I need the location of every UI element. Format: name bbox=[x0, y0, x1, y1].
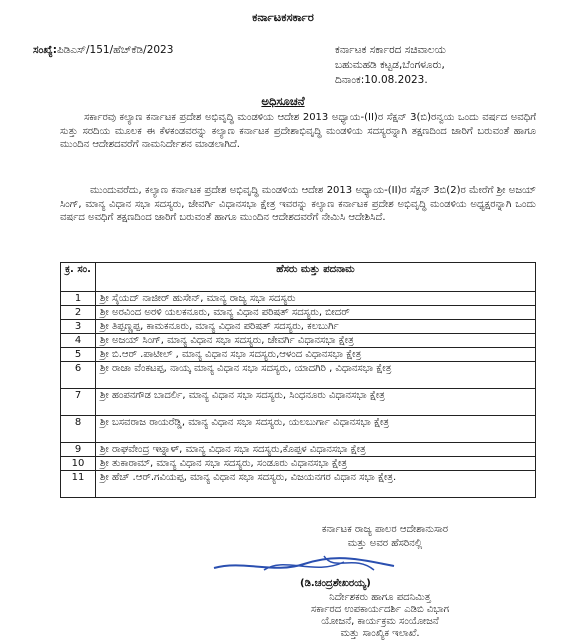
address-line: ಕರ್ನಾಟಕ ಸರ್ಕಾರದ ಸಚಿವಾಲಯ bbox=[335, 44, 446, 56]
reference-value: ಪಿಡಿಎಸ್/151/ಹೆಚ್‌ಕೆಡಿ/2023 bbox=[56, 44, 174, 56]
table-row bbox=[61, 334, 536, 348]
member-name: ಶ್ರೀ ಬಿ.ಆರ್ .ಪಾಟೀಲ್ , ಮಾನ್ಯ ವಿಧಾನ ಸಭಾ ಸದಸ್ಯರು,ಆಳಂದ ವಿಧಾನಸಭಾ ಕ್ಷೇತ್ರ bbox=[96, 348, 536, 362]
designation-line: ನಿರ್ದೇಶಕರು ಹಾಗೂ ಪದನಿಮಿತ್ತ bbox=[329, 592, 431, 603]
signatory-name: (ಡಿ.ಚಂದ್ರಶೇಖರಯ್ಯ) bbox=[300, 578, 371, 589]
table-row bbox=[61, 416, 536, 443]
table-row bbox=[61, 292, 536, 306]
serial-number: 7 bbox=[61, 389, 96, 416]
serial-number: 8 bbox=[61, 416, 96, 443]
serial-number: 5 bbox=[61, 348, 96, 362]
member-name: ಶ್ರೀ ತಿಪ್ಪಣ್ಣಪ್ಪ, ಕಾಮಕನೂರು, ಮಾನ್ಯ ವಿಧಾನ ಪರಿಷತ್ ಸದಸ್ಯರು, ಕಲಬುರ್ಗಿ bbox=[96, 320, 536, 334]
serial-number: 2 bbox=[61, 306, 96, 320]
reference-label: ಸಂಖ್ಯೆ: bbox=[33, 44, 57, 56]
order-line: ಮತ್ತು ಅವರ ಹೆಸರಿನಲ್ಲಿ bbox=[347, 538, 423, 549]
member-name: ಶ್ರೀ ರಾಘವೇಂದ್ರ ಇಟ್ನಾಳ್, ಮಾನ್ಯ ವಿಧಾನ ಸಭಾ ಸದಸ್ಯರು,ಕೊಪ್ಪಳ ವಿಧಾನಸಭಾ ಕ್ಷೇತ್ರ bbox=[96, 443, 536, 457]
designation-line: ಯೋಜನೆ, ಕಾರ್ಯಕ್ರಮ ಸಂಯೋಜನೆ bbox=[321, 616, 439, 627]
member-name: ಶ್ರೀ ಅಜಯ್ ಸಿಂಗ್, ಮಾನ್ಯ ವಿಧಾನ ಸಭಾ ಸದಸ್ಯರು, ಜೇವರ್ಗಿ ವಿಧಾನಸಭಾ ಕ್ಷೇತ್ರ bbox=[96, 334, 536, 348]
serial-number: 11 bbox=[61, 471, 96, 498]
date-line: ದಿನಾಂಕ:10.08.2023. bbox=[335, 74, 428, 86]
serial-number: 10 bbox=[61, 457, 96, 471]
name-designation-header: ಹೆಸರು ಮತ್ತು ಪದನಾಮ bbox=[96, 263, 536, 292]
table-row bbox=[61, 443, 536, 457]
handwritten-signature bbox=[204, 550, 404, 578]
table-row bbox=[61, 320, 536, 334]
serial-number: 6 bbox=[61, 362, 96, 389]
members-table bbox=[60, 262, 536, 498]
member-name: ಶ್ರೀ ಅರವಿಂದ ಅರಳಿ ಯಲಕನೂರು, ಮಾನ್ಯ ವಿಧಾನ ಪರಿಷತ್ ಸದಸ್ಯರು, ಬೀದರ್ bbox=[96, 306, 536, 320]
member-name: ಶ್ರೀ ಹೆಚ್ .ಆರ್.ಗವಿಯಪ್ಪ, ಮಾನ್ಯ ವಿಧಾನ ಸಭಾ ಸದಸ್ಯರು, ವಿಜಯನಗರ ವಿಧಾನ ಸಭಾ ಕ್ಷೇತ್ರ. bbox=[96, 471, 536, 498]
table-row bbox=[61, 306, 536, 320]
member-name: ಶ್ರೀ ಹಂಪನಗೌಡ ಬಾದರ್ಲಿ, ಮಾನ್ಯ ವಿಧಾನ ಸಭಾ ಸದಸ್ಯರು, ಸಿಂಧನೂರು ವಿಧಾನಸಭಾ ಕ್ಷೇತ್ರ bbox=[96, 389, 536, 416]
table-row bbox=[61, 471, 536, 498]
serial-number: 3 bbox=[61, 320, 96, 334]
serial-number: 4 bbox=[61, 334, 96, 348]
table-row bbox=[61, 457, 536, 471]
order-by-governor bbox=[270, 523, 500, 551]
order-line: ಕರ್ನಾಟಕ ರಾಜ್ಯ ಪಾಲರ ಆದೇಶಾನುಸಾರ bbox=[321, 524, 449, 535]
designation-line: ಮತ್ತು ಸಾಂಖ್ಯಿಕ ಇಲಾಖೆ. bbox=[340, 628, 420, 639]
notification-heading: ಅಧಿಸೂಚನೆ bbox=[261, 94, 305, 108]
designation-line: ಸರ್ಕಾರದ ಉಪಕಾರ್ಯದರ್ಶಿ ಎಡಿಬಿ ವಿಭಾಗ bbox=[310, 604, 450, 615]
table-row bbox=[61, 389, 536, 416]
address-line: ಬಹುಮಹಡಿ ಕಟ್ಟಡ,ಬೆಂಗಳೂರು, bbox=[335, 59, 445, 71]
signatory-designation bbox=[250, 592, 510, 640]
serial-number-header: ಕ್ರ. ಸಂ. bbox=[61, 263, 96, 292]
member-name: ಶ್ರೀ ಬಸವರಾಜ ರಾಯರೆಡ್ಡಿ, ಮಾನ್ಯ ವಿಧಾನ ಸಭಾ ಸದಸ್ಯರು, ಯಲಬುರ್ಗಾ ವಿಧಾನಸಭಾ ಕ್ಷೇತ್ರ bbox=[96, 416, 536, 443]
office-address-block bbox=[335, 43, 446, 88]
member-name: ಶ್ರೀ ಸೈಯದ್ ನಾಜೀರ್ ಹುಸೇನ್, ಮಾನ್ಯ ರಾಜ್ಯ ಸಭಾ ಸದಸ್ಯರು bbox=[96, 292, 536, 306]
member-name: ಶ್ರೀ ರಾಜಾ ವೆಂಕಟಪ್ಪ, ನಾಯ್ಕ ಮಾನ್ಯ ವಿಧಾನ ಸಭಾ ಸದಸ್ಯರು, ಯಾದಗಿರಿ , ವಿಧಾನಸಭಾ ಕ್ಷೇತ್ರ bbox=[96, 362, 536, 389]
table-header-row bbox=[61, 263, 536, 292]
reference-number bbox=[33, 44, 173, 57]
paragraph-chairman-appointment: ಮುಂದುವರೆದು, ಕಲ್ಯಾಣ ಕರ್ನಾಟಕ ಪ್ರದೇಶ ಅಭಿವೃದ್ಧಿ ಮಂಡಳಿಯ ಆದೇಶ 2013 ಅಧ್ಯಾಯ-(II)ರ ಸೆಕ್ಷನ್ 3ಬಿ(2)ರ ಮೇರೆಗೆ ಶ್ರೀ ಅಜಯ್ ಸಿಂಗ್, ಮಾನ್ಯ ವಿಧಾನ ಸಭಾ ಸದಸ್ಯರು, ಜೇವರ್ಗಿ ವಿಧಾನಸಭಾ ಕ್ಷೇತ್ರ ಇವರನ್ನು ಕಲ್ಯಾಣ ಕರ್ನಾಟಕ ಪ್ರದೇಶ ಅಭಿವೃದ್ಧಿ ಮಂಡಳಿಯ ಅಧ್ಯಕ್ಷರನ್ನಾಗಿ ಒಂದು ವರ್ಷದ ಅವಧಿಗೆ ತಕ್ಷಣದಿಂದ ಜಾರಿಗೆ ಬರುವಂತೆ ಹಾಗೂ ಮುಂದಿನ ಆದೇಶದವರೆಗೆ ನೇಮಿಸಿ ಆದೇಶಿಸಿದೆ. bbox=[60, 185, 536, 223]
serial-number: 9 bbox=[61, 443, 96, 457]
member-name: ಶ್ರೀ ತುಕಾರಾಮ್, ಮಾನ್ಯ ವಿಧಾನ ಸಭಾ ಸದಸ್ಯರು, ಸಂಡೂರು ವಿಧಾನಸಭಾ ಕ್ಷೇತ್ರ bbox=[96, 457, 536, 471]
paragraph-nomination: ಸರ್ಕಾರವು ಕಲ್ಯಾಣ ಕರ್ನಾಟಕ ಪ್ರದೇಶ ಅಭಿವೃದ್ಧಿ ಮಂಡಳಿಯ ಆದೇಶ 2013 ಅಧ್ಯಾಯ-(II)ರ ಸೆಕ್ಷನ್ 3(ಬಿ)ರನ್ವಯ ಒಂದು ವರ್ಷದ ಅವಧಿಗೆ ಸುತ್ತು ಸರದಿಯ ಮೂಲಕ ಈ ಕೆಳಕಂಡವರನ್ನು ಕಲ್ಯಾಣ ಕರ್ನಾಟಕ ಪ್ರದೇಶಾಭಿವೃದ್ಧಿ ಮಂಡಳಿಯ ಸದಸ್ಯರನ್ನಾಗಿ ತಕ್ಷಣದಿಂದ ಜಾರಿಗೆ ಬರುವಂತೆ ಹಾಗೂ ಮುಂದಿನ ಆದೇಶದವರೆಗೆ ನಾಮನಿರ್ದೇಶನ ಮಾಡಲಾಗಿದೆ. bbox=[60, 112, 536, 150]
table-row bbox=[61, 362, 536, 389]
table-row bbox=[61, 348, 536, 362]
document-title: ಕರ್ನಾಟಕಸರ್ಕಾರ bbox=[252, 10, 314, 24]
serial-number: 1 bbox=[61, 292, 96, 306]
